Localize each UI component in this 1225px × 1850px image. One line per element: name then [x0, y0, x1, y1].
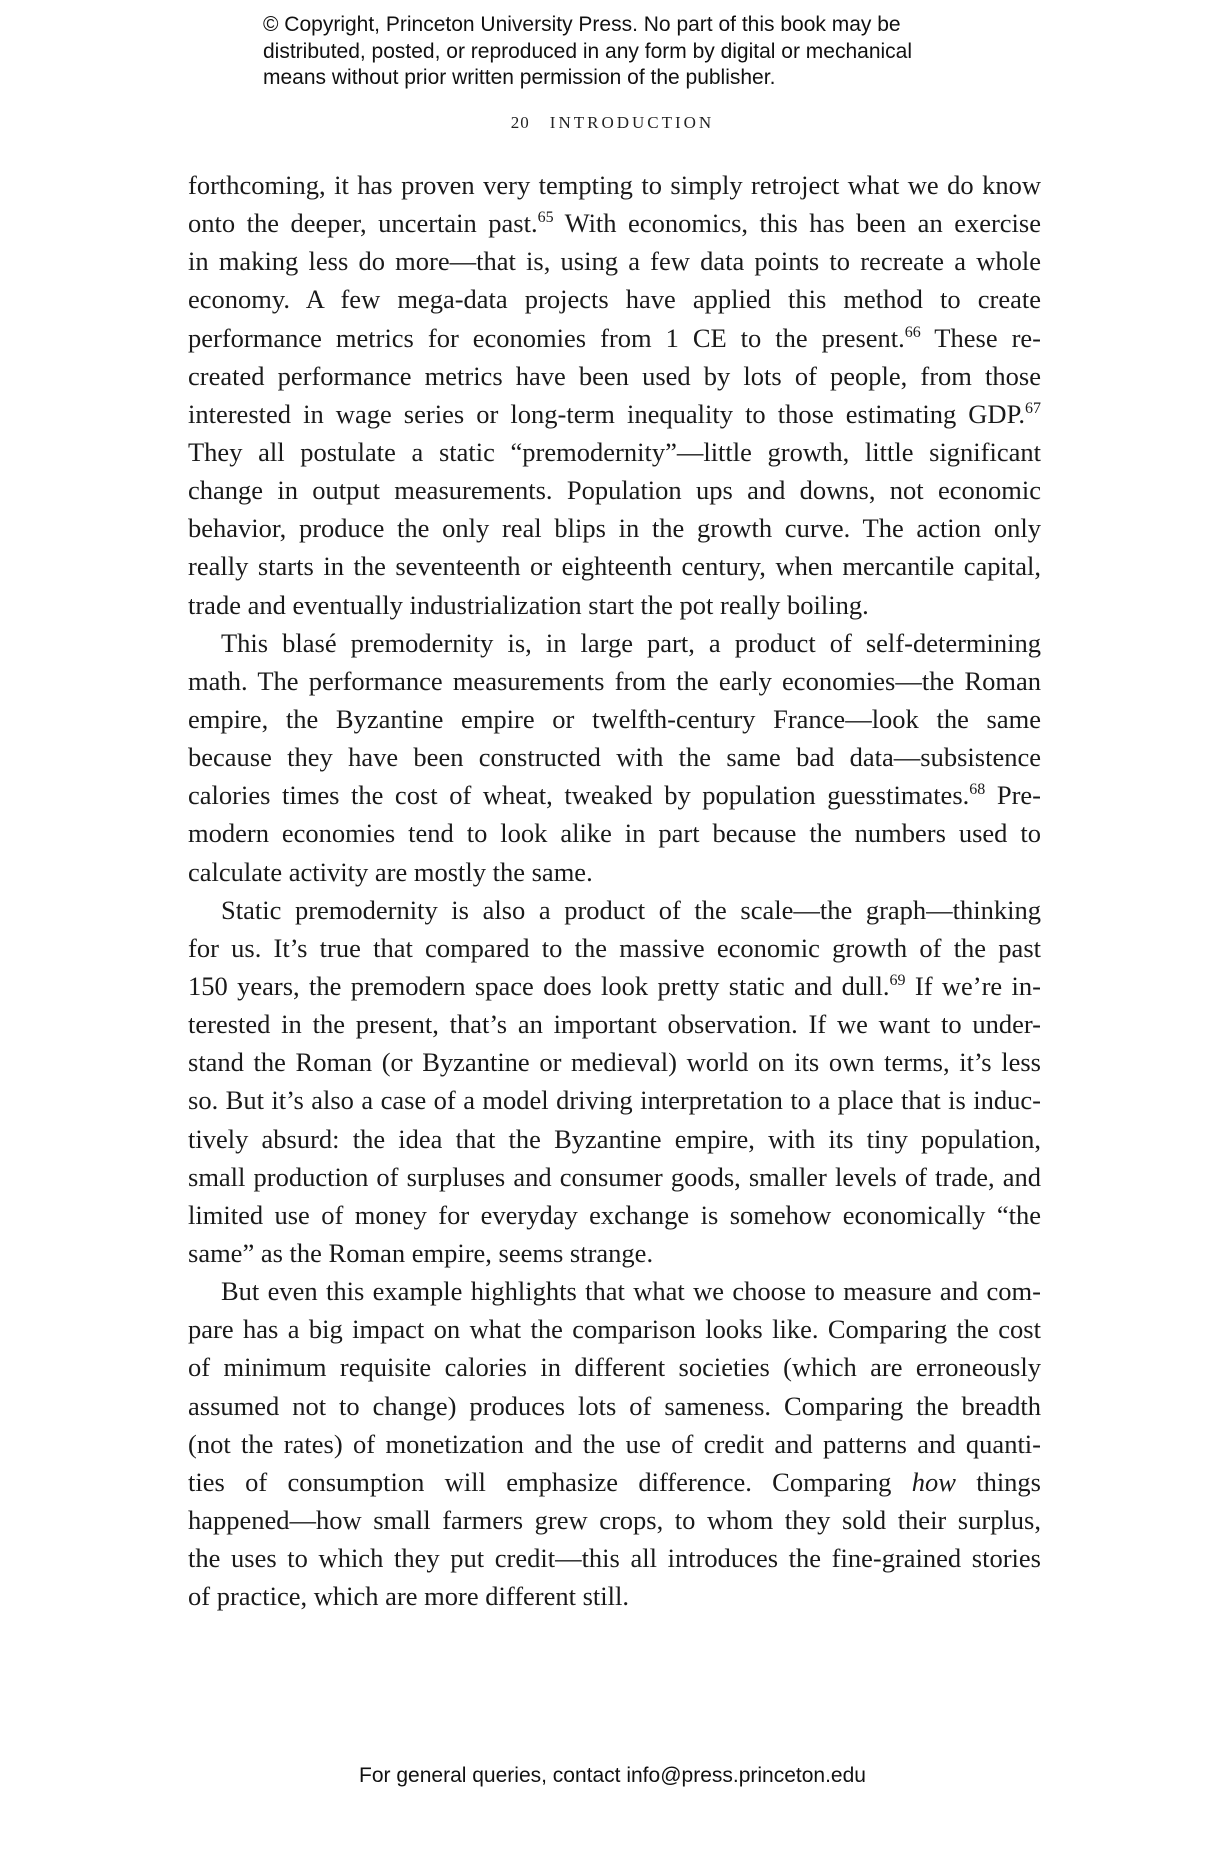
text-line	[188, 1158, 1041, 1196]
text-line	[188, 471, 1041, 509]
text-line	[188, 280, 1041, 318]
footnote-reference[interactable]: 67	[1025, 399, 1041, 417]
text-line	[188, 1081, 1041, 1119]
text-line	[188, 433, 1041, 471]
line-text: the uses to which they put credit—this all introduces the fine-grained stories	[188, 1543, 1041, 1574]
running-head	[0, 113, 1225, 133]
line-text: calories times the cost of wheat, tweaked by population guesstimates.	[188, 780, 970, 811]
line-text: calculate activity are mostly the same.	[188, 856, 593, 887]
line-text: for us. It’s true that compared to the massive economic growth of the past	[188, 932, 1041, 963]
text-line	[188, 586, 1041, 624]
copyright-notice	[263, 12, 1023, 92]
line-text: happened—how small farmers grew crops, to whom they sold their surplus,	[188, 1504, 1041, 1535]
text-line	[188, 242, 1041, 280]
section-title: INTRODUCTION	[549, 113, 715, 132]
text-line	[188, 1501, 1041, 1539]
text-line	[188, 929, 1041, 967]
copyright-line: © Copyright, Princeton University Press. No part of this book may be	[263, 13, 901, 36]
text-line	[188, 1387, 1041, 1425]
line-text: (not the rates) of monetization and the use of credit and patterns and quanti-	[188, 1428, 1041, 1459]
line-text: behavior, produce the only real blips in the growth curve. The action only	[188, 513, 1041, 544]
text-line	[188, 891, 1041, 929]
text-line	[188, 700, 1041, 738]
footnote-reference[interactable]: 69	[889, 971, 906, 989]
text-line	[188, 1043, 1041, 1081]
line-text: trade and eventually industrialization start the pot really boiling.	[188, 589, 869, 620]
line-text: performance metrics for economies from 1 CE to the present.	[188, 322, 905, 353]
line-text: forthcoming, it has proven very tempting to simply retroject what we do know	[188, 170, 1041, 200]
text-line	[188, 547, 1041, 585]
text-line	[188, 509, 1041, 547]
line-text: math. The performance measurements from the early economies—the Roman	[188, 665, 1041, 696]
line-text: This blasé premodernity is, in large part, a product of self-determining	[221, 627, 1041, 658]
line-text: onto the deeper, uncertain past.	[188, 208, 538, 239]
text-line	[188, 1310, 1041, 1348]
line-text: pare has a big impact on what the comparison looks like. Comparing the cost	[188, 1314, 1041, 1345]
body-text	[188, 166, 1041, 1615]
line-text: limited use of money for everyday exchange is somehow economically “the	[188, 1199, 1041, 1230]
text-line	[188, 662, 1041, 700]
line-text: With economics, this has been an exercise	[553, 208, 1041, 239]
line-text: created performance metrics have been used by lots of people, from those	[188, 360, 1041, 391]
text-line	[188, 166, 1041, 204]
copyright-line: distributed, posted, or reproduced in any form by digital or mechanical	[263, 39, 913, 63]
text-line	[188, 1005, 1041, 1043]
text-line	[188, 204, 1041, 242]
line-text: change in output measurements. Population ups and downs, not economic	[188, 475, 1041, 506]
line-text: same” as the Roman empire, seems strange.	[188, 1237, 654, 1268]
line-text: things	[955, 1466, 1041, 1497]
italic-emphasis: how	[911, 1466, 956, 1497]
line-text: because they have been constructed with the same bad data—subsistence	[188, 742, 1041, 773]
text-line	[188, 1234, 1041, 1272]
line-text: terested in the present, that’s an important observation. If we want to under-	[188, 1009, 1041, 1040]
line-text: modern economies tend to look alike in part because the numbers used to	[188, 818, 1041, 849]
line-text: small production of surpluses and consumer goods, smaller levels of trade, and	[188, 1161, 1041, 1192]
text-line	[188, 1425, 1041, 1463]
line-text: of minimum requisite calories in different societies (which are erroneously	[188, 1352, 1041, 1383]
page-number: 20	[510, 113, 530, 132]
line-text: in making less do more—that is, using a few data points to recreate a whole	[188, 246, 1041, 277]
line-text: Static premodernity is also a product of the scale—the graph—thinking	[221, 894, 1041, 925]
line-text: ties of consumption will emphasize difference. Comparing	[188, 1466, 912, 1497]
text-line	[188, 814, 1041, 852]
text-line	[188, 1463, 1041, 1501]
text-line	[188, 624, 1041, 662]
line-text: These re-	[920, 322, 1041, 353]
text-line	[188, 357, 1041, 395]
text-line	[188, 738, 1041, 776]
line-text: interested in wage series or long-term inequality to those estimating GDP.	[188, 398, 1025, 429]
footer-contact: For general queries, contact info@press.princeton.edu	[359, 1764, 866, 1787]
text-line	[188, 1120, 1041, 1158]
copyright-line: means without prior written permission of the publisher.	[263, 66, 776, 89]
text-line	[188, 967, 1041, 1005]
line-text: so. But it’s also a case of a model driving interpretation to a place that is induc-	[188, 1085, 1041, 1116]
line-text: empire, the Byzantine empire or twelfth-century France—look the same	[188, 703, 1041, 734]
line-text: tively absurd: the idea that the Byzantine empire, with its tiny population,	[188, 1123, 1041, 1154]
text-line	[188, 1348, 1041, 1386]
footnote-reference[interactable]: 65	[537, 209, 554, 227]
line-text: If we’re in-	[905, 970, 1041, 1001]
line-text: assumed not to change) produces lots of sameness. Comparing the breadth	[188, 1390, 1041, 1421]
line-text: of practice, which are more different still.	[188, 1581, 629, 1612]
text-line	[188, 776, 1041, 814]
line-text: Pre-	[985, 780, 1041, 811]
footnote-reference[interactable]: 68	[969, 781, 986, 799]
text-line	[188, 1539, 1041, 1577]
line-text: But even this example highlights that what we choose to measure and com-	[221, 1276, 1041, 1307]
footnote-reference[interactable]: 66	[904, 323, 921, 341]
line-text: economy. A few mega-data projects have applied this method to create	[188, 284, 1041, 315]
text-line	[188, 1196, 1041, 1234]
line-text: They all postulate a static “premodernity”—little growth, little significant	[188, 436, 1041, 467]
text-line	[188, 319, 1041, 357]
text-line	[188, 853, 1041, 891]
line-text: stand the Roman (or Byzantine or medieval) world on its own terms, it’s less	[188, 1047, 1041, 1078]
line-text: 150 years, the premodern space does look pretty static and dull.	[188, 970, 890, 1001]
text-line	[188, 1577, 1041, 1615]
line-text: really starts in the seventeenth or eighteenth century, when mercantile capital,	[188, 551, 1041, 582]
text-line	[188, 1272, 1041, 1310]
text-line	[188, 395, 1041, 433]
